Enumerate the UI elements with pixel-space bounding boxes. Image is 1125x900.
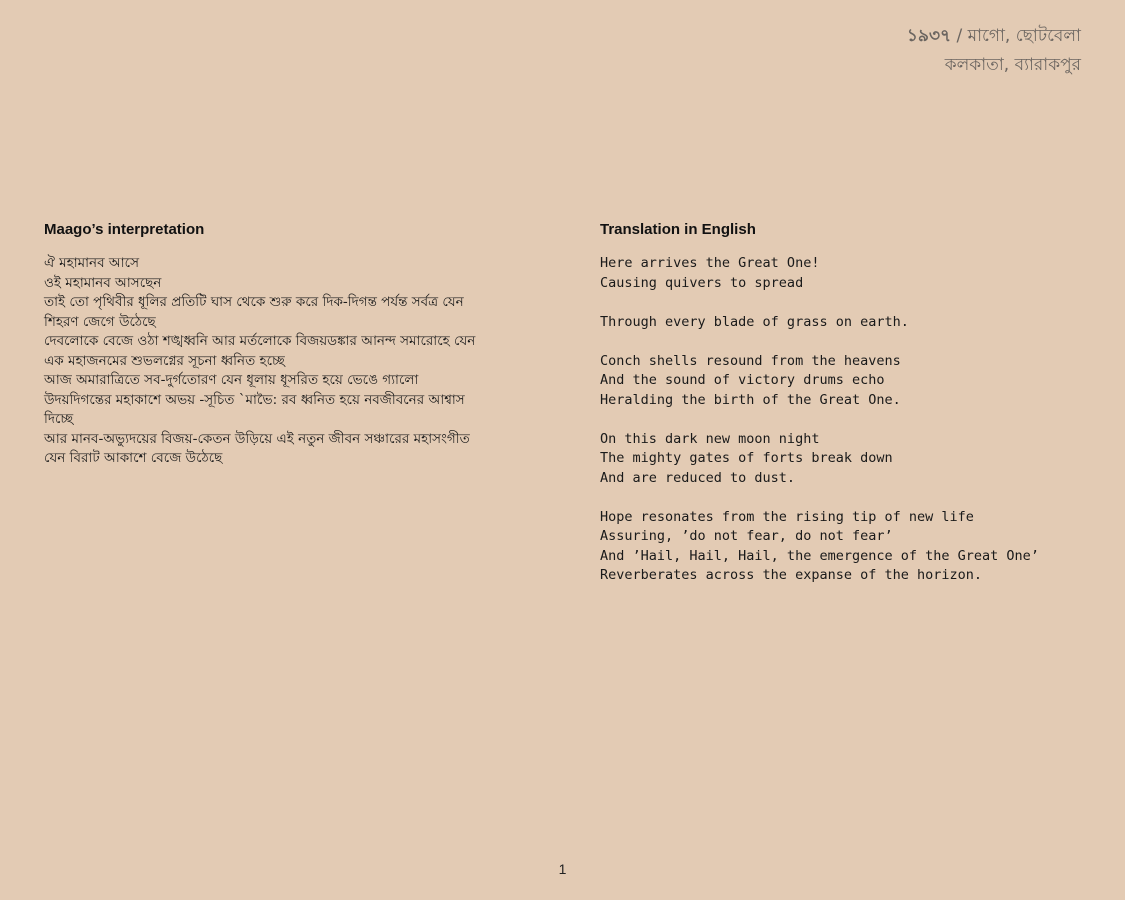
header-separator: / (951, 26, 968, 46)
header-title: মাগো, ছোটবেলা (967, 26, 1081, 46)
interpretation-line: আর মানব-অভ্যুদয়ের বিজয়-কেতন উড়িয়ে এই নতুন জীবন সঞ্চারের মহাসংগীত (44, 430, 470, 447)
translation-line: Heralding the birth of the Great One. (600, 391, 901, 408)
translation-stanza (600, 313, 1080, 333)
translation-line: Hope resonates from the rising tip of new life (600, 508, 974, 525)
interpretation-line: এক মহাজনমের শুভলগ্নের সূচনা ধ্বনিত হচ্ছে (44, 352, 285, 369)
translation-line: The mighty gates of forts break down (600, 450, 893, 466)
header-title-line (907, 22, 1081, 51)
translation-line: Causing quivers to spread (600, 274, 804, 291)
interpretation-title: Maago’s interpretation (44, 221, 205, 238)
interpretation-line: শিহরণ জেগে উঠেছে (44, 313, 156, 330)
interpretation-line: ওই মহামানব আসছেন (44, 274, 162, 291)
translation-line: And the sound of victory drums echo (600, 372, 885, 388)
translation-stanza (600, 430, 1080, 489)
interpretation-line: ঐ মহামানব আসে (44, 255, 140, 271)
translation-stanza (600, 254, 1080, 293)
interpretation-line: তাই তো পৃথিবীর ধূলির প্রতিটি ঘাস থেকে শুরু করে দিক-দিগন্ত পর্যন্ত সর্বত্র যেন (44, 294, 464, 310)
translation-stanza (600, 508, 1080, 586)
interpretation-line: দেবলোকে বেজে ওঠা শঙ্খধ্বনি আর মর্তলোকে বিজয়ডঙ্কার আনন্দ সমারোহে যেন (44, 333, 476, 349)
interpretation-line: উদয়দিগন্তের মহাকাশে অভয় -সূচিত `মাভৈ: রব ধ্বনিত হয়ে নবজীবনের আশ্বাস (44, 391, 465, 408)
interpretation-line: দিচ্ছে (44, 411, 74, 427)
translation-line: On this dark new moon night (600, 430, 820, 447)
translation-line: Assuring, ’do not fear, do not fear’ (600, 528, 893, 544)
translation-line: And are reduced to dust. (600, 469, 796, 486)
translation-line: And ’Hail, Hail, Hail, the emergence of the Great One’ (600, 547, 1039, 564)
translation-text (600, 254, 1080, 586)
page-number: 1 (558, 861, 567, 877)
page-header (907, 22, 1081, 80)
translation-column (600, 220, 1080, 605)
translation-line: Through every blade of grass on earth. (600, 313, 909, 330)
translation-line: Here arrives the Great One! (600, 255, 820, 271)
interpretation-line: আজ অমারাত্রিতে সব-দুর্গতোরণ যেন ধূলায় ধূসরিত হয়ে ভেঙে গ্যালো (44, 372, 419, 388)
translation-line: Reverberates across the expanse of the horizon. (600, 567, 983, 583)
interpretation-text (44, 254, 534, 469)
interpretation-column (44, 220, 534, 469)
translation-stanza (600, 352, 1080, 411)
header-location: কলকাতা, ব্যারাকপুর (944, 55, 1081, 75)
translation-title: Translation in English (600, 221, 756, 238)
translation-line: Conch shells resound from the heavens (600, 352, 901, 369)
interpretation-line: যেন বিরাট আকাশে বেজে উঠেছে (44, 450, 223, 466)
header-year: ১৯৩৭ (906, 26, 952, 46)
